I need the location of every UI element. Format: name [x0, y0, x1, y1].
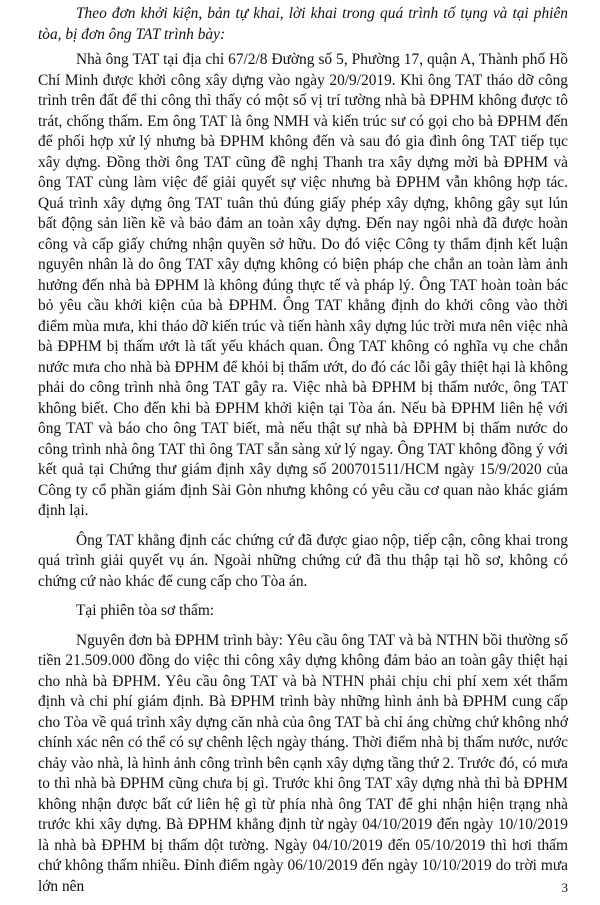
- paragraph-defendant-statement: Nhà ông TAT tại địa chỉ 67/2/8 Đường số 5, Phường 17, quận A, Thành phố Hồ Chí Minh được khởi công xây dựng vào ngày 20/9/2019. Khi ông TAT tháo dỡ công trình trên đất để thi công thì thấy có một số vị trí tường nhà bà ĐPHM không được tô trát, chống thấm. Em ông TAT là ông NMH và kiến trúc sư có gọi cho bà ĐPHM đến để phối hợp xử lý nhưng bà ĐPHM không đến và sau đó gia đình ông TAT tiếp tục xây dựng. Đồng thời ông TAT cũng đề nghị Thanh tra xây dựng mời bà ĐPHM và ông TAT cùng làm việc để giải quyết sự việc nhưng bà ĐPHM vẫn không hợp tác. Quá trình xây dựng ông TAT tuân thủ đúng giấy phép xây dựng, không gây sụt lún bất động sản liền kề và bảo đảm an toàn xây dựng. Đến nay ngôi nhà đã được hoàn công và cấp giấy chứng nhận quyền sở hữu. Do đó việc Công ty thẩm định kết luận nguyên nhân là do ông TAT xây dựng không có biện pháp che chắn an toàn làm ảnh hưởng đến nhà bà ĐPHM là không đúng thực tế và pháp lý. Ông TAT hoàn toàn bác bỏ yêu cầu khởi kiện của bà ĐPHM. Ông TAT khẳng định do khởi công vào thời điểm mùa mưa, khi tháo dỡ kiến trúc và tiến hành xây dựng lúc trời mưa nên việc nhà bà ĐPHM bị thấm ướt là tất yếu khách quan. Ông TAT không có nghĩa vụ che chắn nước mưa cho nhà bà ĐPHM để khỏi bị thấm ướt, do đó các lỗi gây thiệt hại là không phải do công trình nhà ông TAT gây ra. Việc nhà bà ĐPHM bị thấm nước, ông TAT không biết. Cho đến khi bà ĐPHM khởi kiện tại Tòa án. Nếu bà ĐPHM liên hệ với ông TAT và báo cho ông TAT biết, mà nếu thật sự nhà bà ĐPHM bị thấm nước do công trình nhà ông TAT thì ông TAT sẵn sàng xử lý ngay. Ông TAT không đồng ý với kết quả tại Chứng thư giám định xây dựng số 200701511/HCM ngày 15/9/2020 của Công ty cổ phần giám định Sài Gòn nhưng không có yêu cầu cơ quan nào khác giám định lại.: [38, 51, 568, 519]
- paragraph-plaintiff-statement: Nguyên đơn bà ĐPHM trình bày: Yêu cầu ông TAT và bà NTHN bồi thường số tiền 21.509.000 đồng do việc thi công xây dựng không đảm bảo an toàn gây thiệt hại cho nhà bà ĐPHM. Yêu cầu ông TAT và bà NTHN phải chịu chi phí xem xét thẩm định và chi phí giám định. Bà ĐPHM trình bày những hình ảnh bà ĐPHM cung cấp cho Tòa về quá trình xây dựng căn nhà của ông TAT bà chỉ áng chừng chứ không nhớ chính xác nên có thể có sự chênh lệch ngày tháng. Thời điểm nhà bị thấm nước, nước chảy vào nhà, là hình ảnh công trình bên cạnh xây dựng tầng thứ 2. Trước đó, có mưa to thì nhà bà ĐPHM cũng chưa bị gì. Trước khi ông TAT xây dựng nhà thì bà ĐPHM không nhận được bất cứ liên hệ gì từ phía nhà ông TAT để ghi nhận hiện trạng nhà trước khi xây dựng. Bà ĐPHM khẳng định từ ngày 04/10/2019 đến ngày 10/10/2019 là nhà bà ĐPHM bị thấm dột tường. Ngày 04/10/2019 đến 05/10/2019 thì hơi thấm chứ không thấm nhiều. Đỉnh điểm ngày 06/10/2019 đến ngày 10/10/2019 do trời mưa lớn nên: [38, 631, 568, 895]
- document-page: [38, 4, 568, 897]
- paragraph-first-instance-heading: Tại phiên tòa sơ thẩm:: [76, 602, 215, 619]
- page-number: 3: [561, 880, 568, 895]
- paragraph-evidence: Ông TAT khẳng định các chứng cứ đã được giao nộp, tiếp cận, công khai trong quá trình giải quyết vụ án. Ngoài những chứng cứ đã thu thập tại hồ sơ, không có chứng cứ nào khác để cung cấp cho Tòa án.: [38, 531, 568, 590]
- paragraph-intro-defendant: Theo đơn khởi kiện, bản tự khai, lời khai trong quá trình tố tụng và tại phiên tòa, bị đơn ông TAT trình bày:: [38, 5, 568, 43]
